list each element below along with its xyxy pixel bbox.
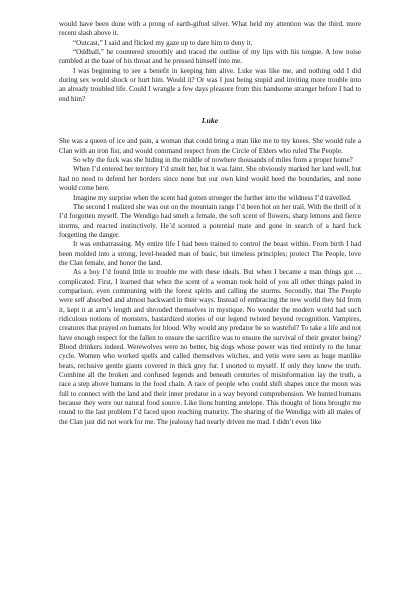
paragraph-trail: The second I realized she was out on the mountain range I’d been hot on her trail. With the thrill of it I’d forgotten myself. The Wendigo had smelt a female, the soft scent of flowers, sharp lemons and fierce storms, and reacted instinctively. He’d scented a potential mate and gone in search of a hard fuck forgetting the danger. bbox=[59, 202, 361, 239]
paragraph-territory: When I’d entered her territory I’d smelt her, but it was faint. She obviously marked her land well, but had no need to defend her borders since none but our own kind would heed the boundaries, and none would come here. bbox=[59, 165, 361, 193]
paragraph-boyhood: As a boy I’d found little to trouble me with these ideals. But when I became a man things got ... complicated. First, I learned that when the scent of a woman took hold of you all other things paled in comparison, even communing with the forest spirits and calling the storms. Secondly, that The People were self absorbed and almost backward in their ways. Instead of embracing the new world they hid from it, kept it at arm’s length and shrouded themselves in mystique. No wonder the modern world had such ridiculous notions of monsters, bastardized stories of our legend twisted beyond recognition. Vampires, creatures that prayed on humans for blood. Why would any predator be so wasteful? To take a life and not have enough respect for the fallen to ensure the sacrifice was to ensure the survival of their greater being? Blood drinkers indeed. Werewolves were no better, big dogs whose power was tied entirely to the lunar cycle. Women who worked spells and called themselves witches, and yetis were seen as huge manlike beats, reclusive gentle giants covered in thick grey fur. I snorted to myself. If only they knew the truth. Combine all the broken and confused legends and beneath centuries of misinformation lay the truth, a race a step above humans in the food chain. A race of people who could shift shapes once the moon was full to connect with the land and their inner predator in a way beyond comprehension. We hunted humans because they were our natural food source. Like lions hunting antelope. This thought of lions brought me round to the last problem I’d faced upon reaching maturity. The sharing of the Wendiga with all males of the Clan just did not work for me. The jealousy had nearly driven me mad. I didn’t even like bbox=[59, 268, 361, 426]
paragraph-outcast: “Outcast,” I said and flicked my gaze up to dare him to deny it. bbox=[73, 38, 253, 47]
section-heading: Luke bbox=[201, 116, 219, 126]
paragraph-continuation: would have been done with a prong of earth-gifted silver. What held my attention was the third, more recent slash above it. bbox=[59, 20, 361, 38]
paragraph-surprise: Imagine my surprise when the scent had gotten stronger the further into the wildness I’d travelled. bbox=[73, 193, 352, 202]
paragraph-queen: She was a queen of ice and pain, a woman that could bring a man like me to my knees. She would rule a Clan with an iron fist, and would command respect from the Circle of Elders who ruled The People. bbox=[59, 137, 361, 155]
paragraph-oddball: “Oddball,” he countered smoothly and traced the outline of my lips with his tongue. A low noise rumbled at the base of his throat and he pressed himself into me. bbox=[59, 48, 361, 66]
paragraph-benefit: I was beginning to see a benefit in keeping him alive. Luke was like me, and nothing odd I did during sex would shock or hurt him. Would it? Or was I just being stupid and inviting more trouble into an already troubled life. Could I wrangle a few days pleasure from this handsome stranger before I had to end him? bbox=[59, 66, 361, 103]
paragraph-hiding: So why the fuck was she hiding in the middle of nowhere thousands of miles from a proper home? bbox=[73, 156, 353, 165]
paragraph-embarrassing: It was embarrassing. My entire life I had been trained to control the beast within. From birth I had been molded into a strong, level-headed man of basic, but timeless principles; protect The People, love the Clan female, and honor the land. bbox=[59, 240, 361, 267]
